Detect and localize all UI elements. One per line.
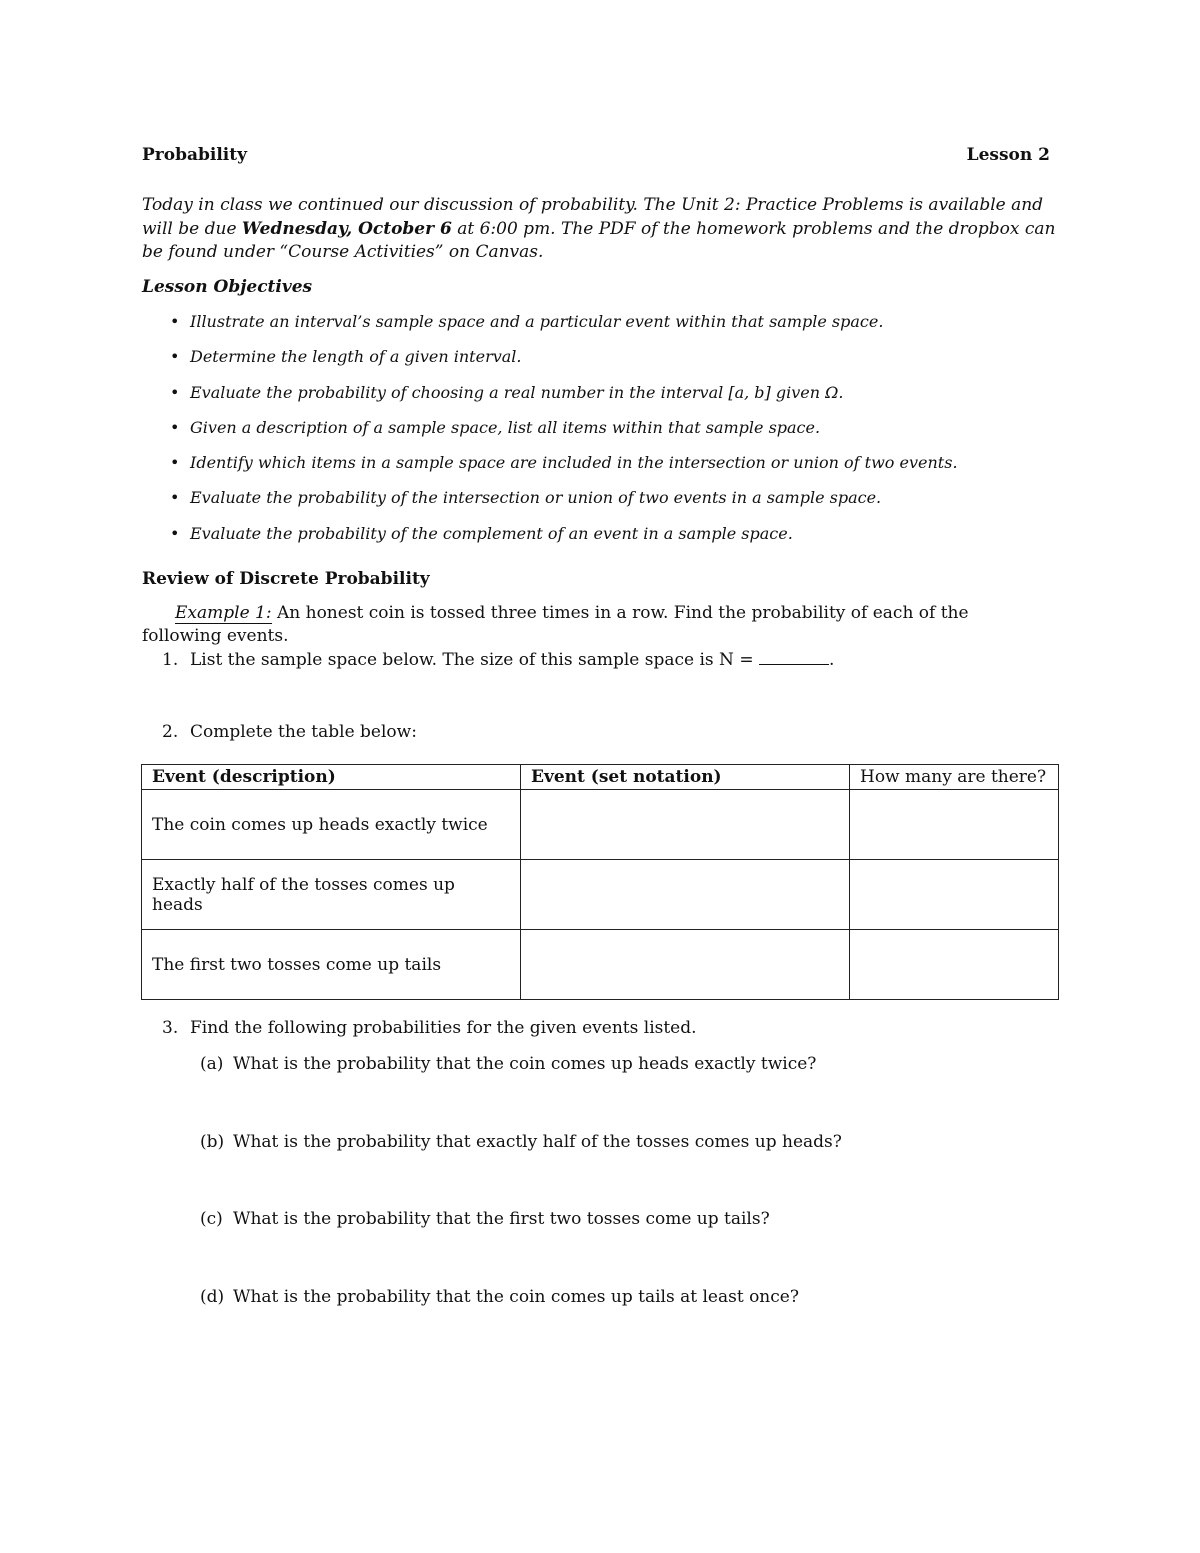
lesson-number: Lesson 2: [966, 145, 1050, 165]
example-text: An honest coin is tossed three times in a row. Find the probability of each of the following events.: [142, 603, 969, 646]
bullet-icon: •: [170, 523, 180, 543]
subquestion-text: What is the probability that the coin comes up tails at least once?: [233, 1287, 799, 1307]
intro-text-2: at 6:00 pm. The PDF of the homework problems and the dropbox can be found under “Course Activities” on Canvas.: [142, 218, 1056, 262]
set-notation-cell[interactable]: [521, 930, 850, 1000]
count-cell[interactable]: [850, 930, 1059, 1000]
bullet-icon: •: [170, 312, 180, 331]
table-row: [142, 860, 1059, 930]
objective-text: Evaluate the probability of the intersection or union of two events in a sample space.: [190, 488, 882, 508]
bullet-icon: •: [170, 347, 180, 367]
table-row: [142, 930, 1059, 1000]
intro-paragraph: [142, 194, 1062, 265]
subquestion-a: [200, 1054, 816, 1074]
objectives-list: [163, 311, 1043, 558]
subquestion-text: What is the probability that exactly half of the tosses comes up heads?: [233, 1132, 842, 1152]
event-description: Exactly half of the tosses comes up heads: [142, 860, 521, 930]
question-text: Find the following probabilities for the given events listed.: [190, 1018, 697, 1038]
set-notation-cell[interactable]: [521, 790, 850, 860]
objective-text: Determine the length of a given interval.: [190, 347, 522, 367]
event-description: The coin comes up heads exactly twice: [142, 790, 521, 860]
objective-text: Evaluate the probability of the complement of an event in a sample space.: [190, 523, 793, 543]
objective-item: [163, 311, 1043, 346]
subquestion-label: (a): [200, 1054, 224, 1074]
document-title: Probability: [142, 145, 247, 165]
subquestion-label: (d): [200, 1287, 225, 1307]
event-description: The first two tosses come up tails: [142, 930, 521, 1000]
objectives-heading: Lesson Objectives: [142, 277, 313, 297]
question-1: 1. List the sample space below. The size of this sample space is N = .: [162, 650, 835, 670]
question-text: List the sample space below. The size of this sample space is N =: [190, 650, 759, 670]
count-cell[interactable]: [850, 860, 1059, 930]
review-heading: Review of Discrete Probability: [142, 569, 430, 589]
example-statement: [142, 602, 1052, 648]
column-header: Event (set notation): [521, 765, 850, 790]
objective-text: Identify which items in a sample space are included in the intersection or union of two events.: [190, 453, 958, 473]
subquestion-b: [200, 1132, 842, 1152]
count-cell[interactable]: [850, 790, 1059, 860]
objective-text: Illustrate an interval’s sample space and a particular event within that sample space.: [190, 312, 884, 331]
objective-item: [163, 417, 1043, 452]
question-2: [162, 722, 417, 742]
subquestion-text: What is the probability that the coin comes up heads exactly twice?: [233, 1054, 817, 1074]
column-header: Event (description): [142, 765, 521, 790]
events-table: [141, 764, 1059, 1000]
question-3: [162, 1018, 697, 1038]
objective-item: [163, 523, 1043, 558]
objective-item: [163, 346, 1043, 381]
objective-item: [163, 452, 1043, 487]
objective-text: Given a description of a sample space, list all items within that sample space.: [190, 417, 821, 437]
subquestion-d: [200, 1287, 799, 1307]
bullet-icon: •: [170, 453, 180, 473]
bullet-icon: •: [170, 417, 180, 437]
table-row: [142, 790, 1059, 860]
subquestion-label: (b): [200, 1132, 225, 1152]
question-text: Complete the table below:: [190, 722, 417, 742]
question-number: 2.: [162, 722, 179, 742]
subquestion-c: [200, 1209, 770, 1229]
set-notation-cell[interactable]: [521, 860, 850, 930]
subquestion-label: (c): [200, 1209, 223, 1229]
column-header: How many are there?: [850, 765, 1059, 790]
table-header-row: [142, 765, 1059, 790]
bullet-icon: •: [170, 488, 180, 508]
intro-text-1: Today in class we continued our discussion of probability. The Unit 2: Practice Problems is available and will be due: [142, 195, 1044, 239]
question-number: 3.: [162, 1018, 179, 1038]
subquestion-text: What is the probability that the first two tosses come up tails?: [233, 1209, 770, 1229]
objective-item: [163, 382, 1043, 417]
due-date: Wednesday, October 6: [241, 218, 452, 239]
objective-text: Evaluate the probability of choosing a real number in the interval [a, b] given Ω.: [190, 382, 844, 402]
page-header: [142, 145, 1050, 167]
question-number: 1.: [162, 650, 179, 670]
answer-blank[interactable]: [759, 648, 829, 665]
bullet-icon: •: [170, 382, 180, 402]
objective-item: [163, 487, 1043, 522]
example-label: Example 1:: [175, 603, 272, 623]
